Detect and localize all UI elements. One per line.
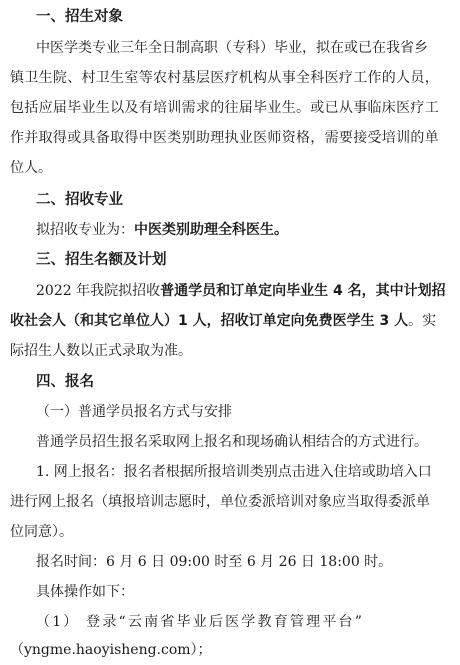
paragraph-line: 位人。 — [10, 160, 52, 176]
heading-major: 二、招收专业 — [36, 192, 123, 208]
operation-intro: 具体操作如下： — [36, 584, 134, 600]
paragraph-line: 中医学类专业三年全日制高职（专科）毕业，拟在或已在我省乡 — [36, 40, 428, 56]
quota-line-2 — [10, 311, 460, 331]
major-prefix: 拟招收专业为： — [36, 222, 134, 238]
step-1-line: （1） 登录“云南省毕业后医学教育管理平台” — [36, 614, 365, 630]
quota-line-3: 际招生人数以正式录取为准。 — [10, 343, 192, 359]
heading-recruitment-target: 一、招生对象 — [36, 9, 123, 25]
paragraph-line: 位同意）。 — [10, 524, 73, 540]
subheading-regular-students: （一）普通学员报名方式与安排 — [36, 404, 232, 420]
heading-registration: 四、报名 — [36, 374, 94, 390]
quota-line-1 — [36, 281, 460, 301]
paragraph-line: 1. 网上报名：报名者根据所报培训类别点击进入住培或助培入口 — [36, 464, 432, 480]
paragraph-line: 普通学员招生报名采取网上报名和现场确认相结合的方式进行。 — [36, 434, 428, 450]
heading-quota-plan: 三、招生名额及计划 — [36, 252, 167, 268]
step-1-url: （yngme.haoyisheng.com）； — [10, 642, 212, 658]
paragraph-line: 包括应届毕业生以及有培训需求的往届毕业生。或已从事临床医疗工 — [10, 100, 439, 116]
quota-text: 2022 年我院拟招收 — [36, 283, 161, 299]
major-name: 中医类别助理全科医生。 — [134, 222, 288, 238]
paragraph-line: 作并取得或具备取得中医类别助理执业医师资格，需要接受培训的单 — [10, 130, 439, 146]
paragraph-line: 镇卫生院、村卫生室等农村基层医疗机构从事全科医疗工作的人员， — [10, 70, 439, 86]
registration-time: 报名时间：6 月 6 日 09:00 时至 6 月 26 日 18:00 时。 — [36, 554, 393, 570]
major-line — [36, 220, 460, 240]
paragraph-line: 进行网上报名（填报培训志愿时，单位委派培训对象应当取得委派单 — [10, 494, 430, 510]
quota-bold-text: 普通学员和订单定向毕业生 4 名，其中计划招 — [160, 283, 446, 299]
quota-text: 。实 — [408, 313, 437, 329]
quota-bold-text: 收社会人（和其它单位人）1 人，招收订单定向免费医学生 3 人 — [10, 313, 409, 329]
